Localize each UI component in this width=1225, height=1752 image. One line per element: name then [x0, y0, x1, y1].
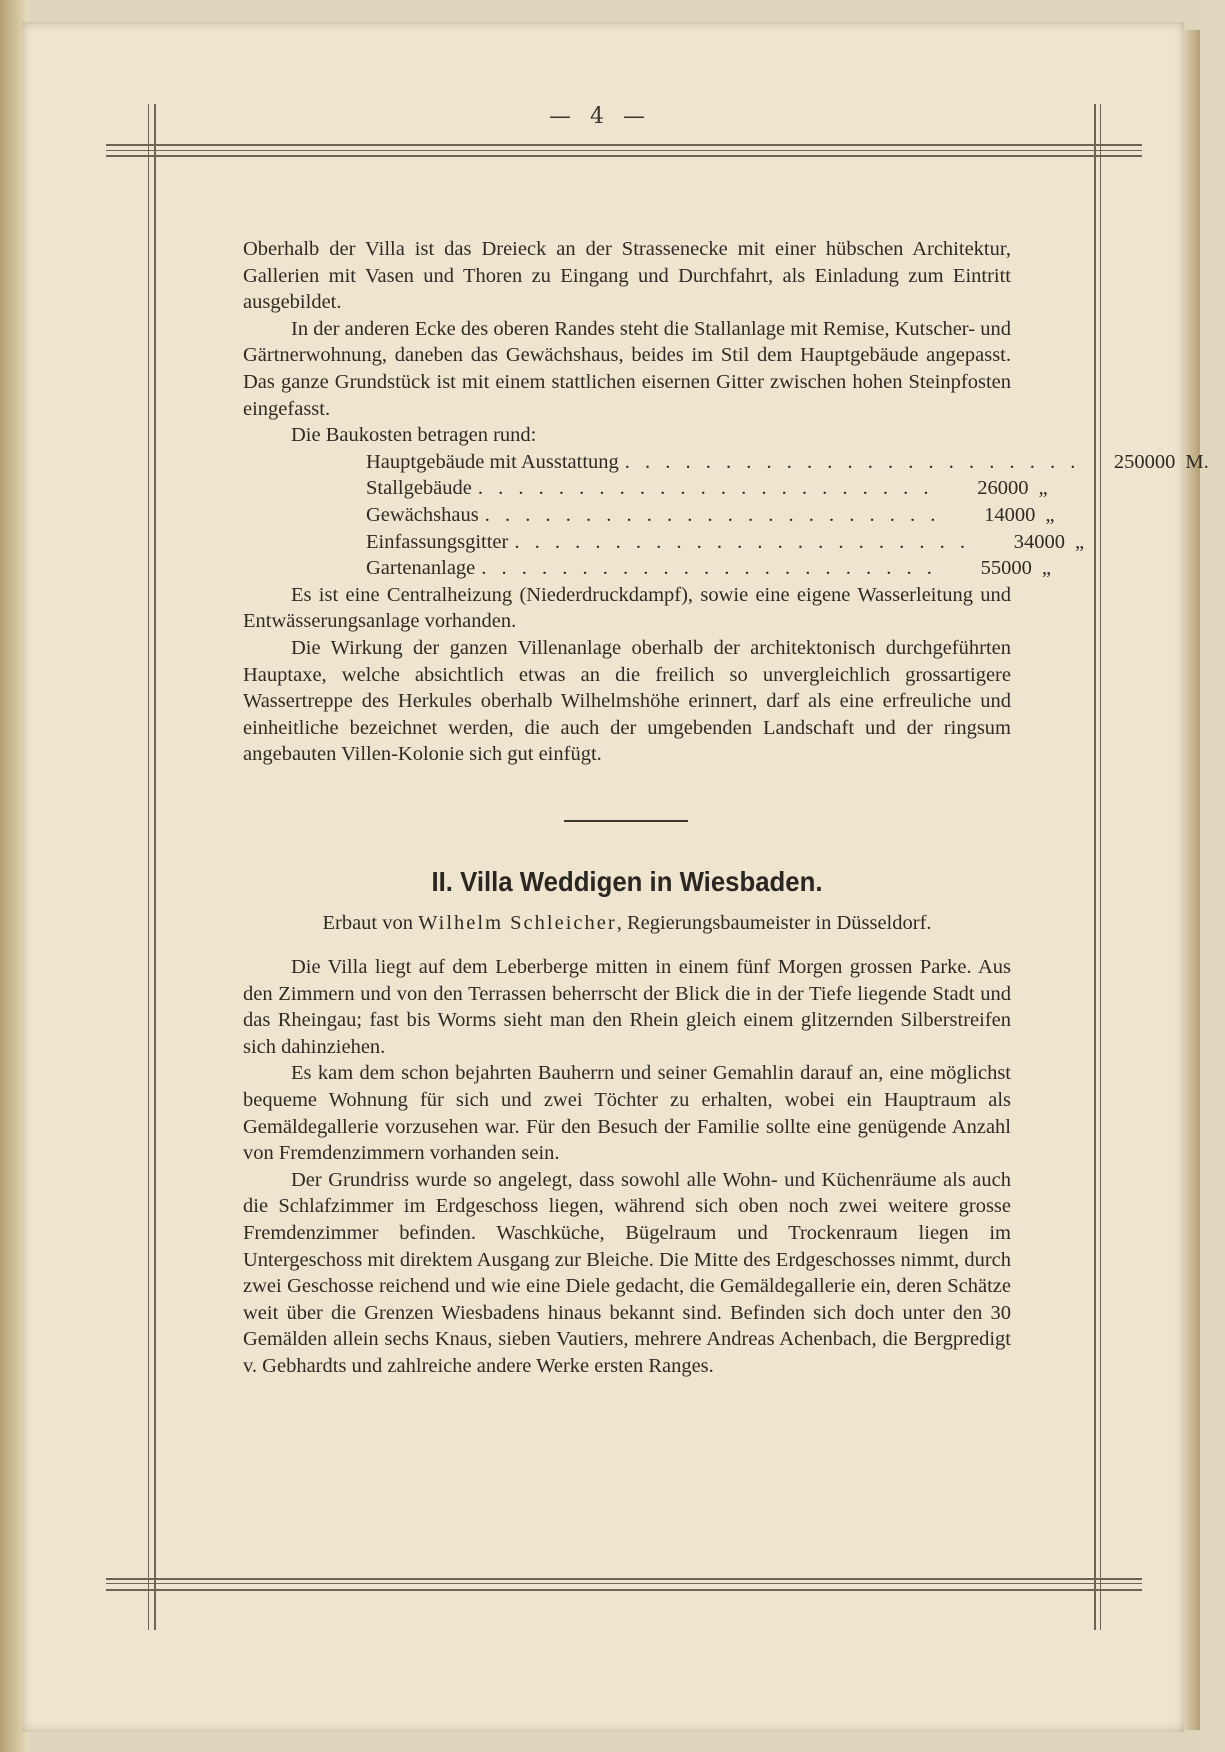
- cost-row: [366, 502, 1055, 529]
- frame-top-rule-2: [106, 150, 1142, 151]
- cost-value: 250000: [1113, 450, 1176, 473]
- byline-prefix: Erbaut von: [322, 912, 413, 934]
- body-paragraph: Die Villa liegt auf dem Leberberge mitten in einem fünf Morgen grossen Parke. Aus den Zimmern und von den Terrassen beherrscht der Blick die in der Tiefe liegende Stadt und das Rheingau; fast bis Worms sieht man den Rhein gleich einem glitzernden Silberstreifen sich dahinziehen.: [243, 956, 1011, 1058]
- cost-value: 26000: [977, 477, 1029, 500]
- leader-dots: . . . . . . . . . . . . . . . . . . . . . . .: [624, 450, 1081, 473]
- frame-bottom-rule-1: [106, 1578, 1142, 1580]
- cost-row: [366, 555, 1052, 582]
- cost-value: 55000: [980, 557, 1032, 580]
- frame-bottom-rule-3: [106, 1589, 1142, 1591]
- cost-unit: M.: [1185, 450, 1209, 473]
- section-body: [243, 954, 1011, 1380]
- intro-paragraph: Oberhalb der Villa ist das Dreieck an der Strassenecke mit einer hübschen Architektur, Gallerien mit Vasen und Thoren zu Eingang und Durchfahrt, als Einladung zum Eintritt ausgebildet.: [243, 238, 1011, 314]
- byline-suffix: , Regierungsbaumeister in Düsseldorf.: [616, 912, 932, 934]
- body-paragraph: Es kam dem schon bejahrten Bauherrn und seiner Gemahlin darauf an, eine möglichst bequeme Wohnung für sich und zwei Töchter zu erhalten, wobei ein Hauptraum als Gemäldegallerie vorzusehen war. Für den Besuch der Familie sollte eine genügende Anzahl von Fremdenzimmern vorhanden sein.: [243, 1062, 1011, 1165]
- cost-label: Hauptgebäude mit Ausstattung: [366, 450, 619, 473]
- leader-dots: . . . . . . . . . . . . . . . . . . . . . . .: [481, 557, 937, 580]
- frame-left-rule-2: [154, 104, 156, 1630]
- leader-dots: . . . . . . . . . . . . . . . . . . . . . . .: [477, 477, 934, 500]
- effect-paragraph: Die Wirkung der ganzen Villenanlage oberhalb der architektonisch durchgeführten Hauptaxe, welche absichtlich etwas an die freilich so unvergleichlich grossartigere Wassertreppe des Herkules oberhalb Wilhelmshöhe erinnert, darf als eine erfreuliche und einheitliche bezeichnet werden, die auch der umgebenden Landschaft und der ringsum angebauten Villen-Kolonie sich gut einfügt.: [243, 636, 1011, 766]
- cost-row: [366, 475, 1048, 502]
- frame-top-rule-1: [106, 144, 1142, 146]
- cost-unit: „: [1045, 503, 1055, 526]
- frame-right-rule-1: [1094, 104, 1096, 1630]
- cost-unit: „: [1041, 557, 1052, 580]
- intro-paragraph: In der anderen Ecke des oberen Randes steht die Stallanlage mit Remise, Kutscher- und Gärtnerwohnung, daneben das Gewächshaus, beides im Stil dem Hauptgebäude angepasst. Das ganze Grundstück ist mit einem stattlichen eisernen Gitter zwischen hohen Steinpfosten eingefasst.: [243, 317, 1011, 420]
- cost-value: 14000: [984, 503, 1036, 526]
- section-heading: II. Villa Weddigen in Wiesbaden.: [431, 866, 823, 897]
- byline: [243, 912, 1011, 935]
- leader-dots: . . . . . . . . . . . . . . . . . . . . . . .: [484, 503, 941, 526]
- cost-label: Einfassungsgitter: [366, 530, 509, 553]
- architect-name: Wilhelm Schleicher: [418, 912, 617, 934]
- cost-label: Gewächshaus: [366, 503, 479, 526]
- cost-unit: „: [1038, 477, 1048, 500]
- frame-left-rule-1: [148, 104, 149, 1630]
- frame-top-rule-3: [106, 155, 1142, 157]
- section-divider: [564, 820, 688, 822]
- body-paragraph: Der Grundriss wurde so angelegt, dass sowohl alle Wohn- und Küchenräume als auch die Schlafzimmer im Erdgeschoss liegen, während sich oben noch zwei weitere grosse Fremdenzimmer befinden. Waschküche, Bügelraum und Trockenraum liegen im Untergeschoss mit direktem Ausgang zur Bleiche. Die Mitte des Erdgeschosses nimmt, durch zwei Geschosse reichend und wie eine Diele gedacht, die Gemäldegallerie ein, deren Schätze weit über die Grenzen Wiesbadens hinaus bekannt sind. Befinden sich doch unter den 30 Gemälden allein sechs Knaus, sieben Vautiers, mehrere Andreas Achenbach, die Bergpredigt v. Gebhardts und zahlreiche andere Werke ersten Ranges.: [243, 1168, 1011, 1377]
- leader-dots: . . . . . . . . . . . . . . . . . . . . . . .: [514, 530, 970, 553]
- cost-row: [366, 529, 1085, 556]
- frame-bottom-rule-2: [106, 1583, 1142, 1584]
- cost-label: Stallgebäude: [366, 477, 472, 500]
- cost-value: 34000: [1013, 530, 1065, 553]
- cost-row: [366, 449, 1209, 476]
- intro-text-block: [243, 236, 1209, 768]
- cost-unit: „: [1074, 530, 1085, 553]
- heating-paragraph: Es ist eine Centralheizung (Niederdruckdampf), sowie eine eigene Wasserleitung und Entwässerungsanlage vorhanden.: [243, 583, 1011, 633]
- cost-label: Gartenanlage: [366, 557, 476, 580]
- costs-intro: Die Baukosten betragen rund:: [291, 424, 537, 447]
- frame-right-rule-2: [1100, 104, 1101, 1630]
- page-number: — 4 —: [549, 104, 651, 129]
